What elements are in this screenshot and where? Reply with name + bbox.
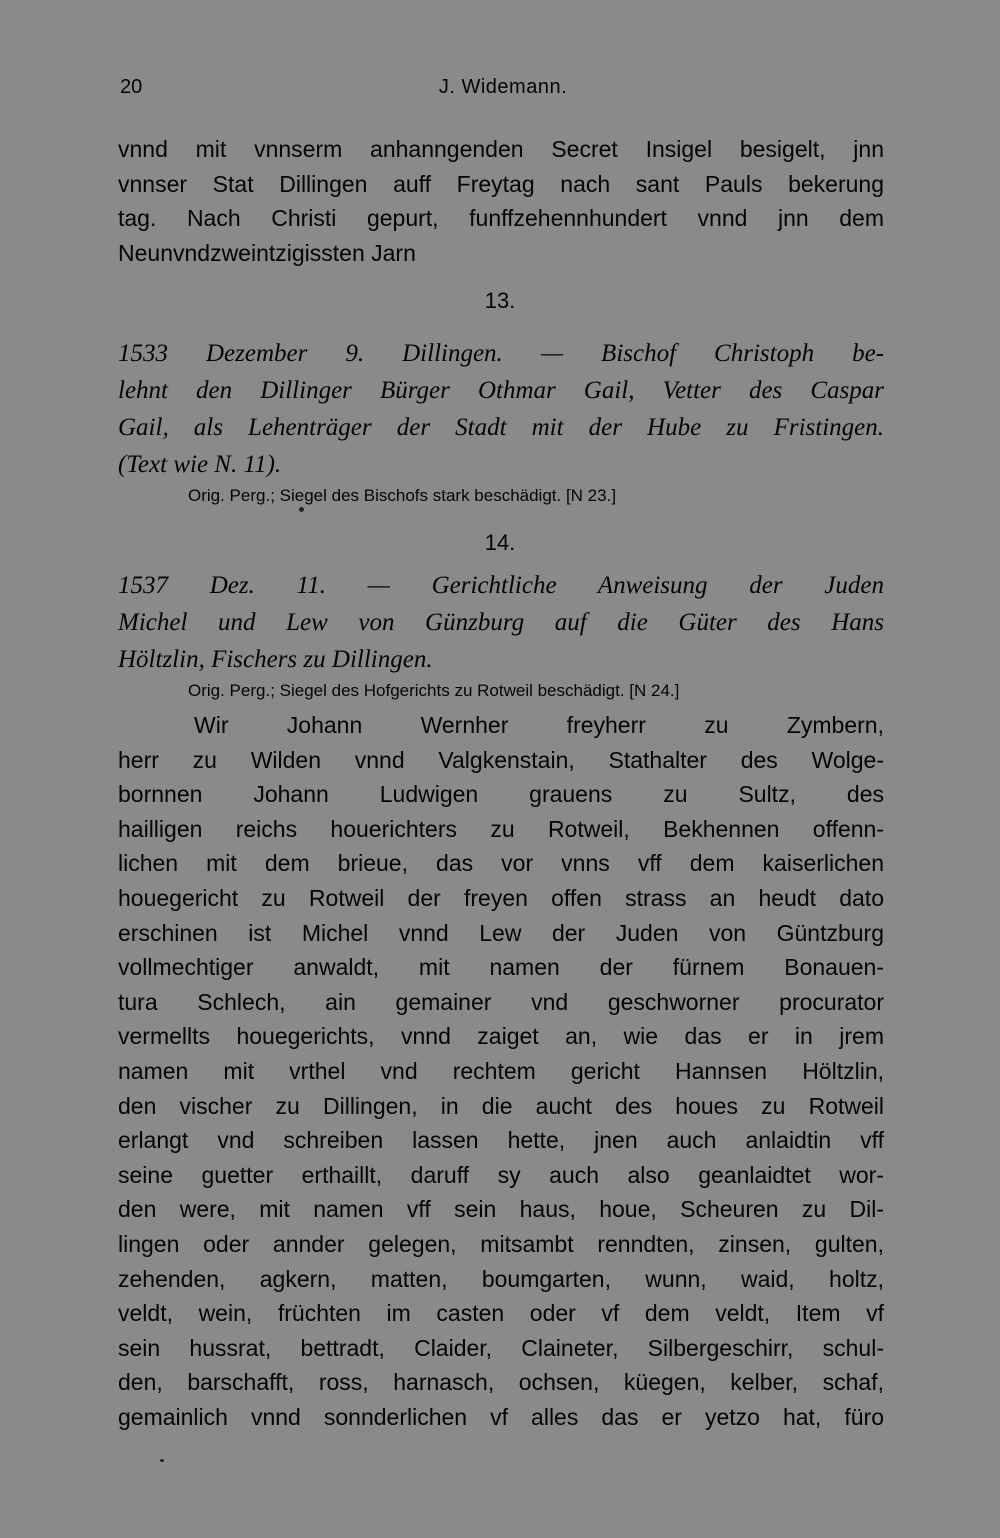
- text-line: den, barschafft, ross, harnasch, ochsen, küegen, kelber, schaf,: [118, 1369, 884, 1396]
- text-line: sein hussrat, bettradt, Claider, Claineter, Silbergeschirr, schul-: [118, 1334, 884, 1361]
- text-line: namen mit vrthel vnd rechtem gericht Hannsen Höltzlin,: [118, 1057, 884, 1084]
- regest-line: 1533 Dezember 9. Dillingen. — Bischof Christoph be-: [118, 340, 884, 367]
- regest-line: Gail, als Lehenträger der Stadt mit der Hube zu Fristingen.: [118, 414, 884, 441]
- text-line: tag. Nach Christi gepurt, funffzehennhundert vnnd jnn dem: [118, 205, 884, 232]
- text-line: herr zu Wilden vnnd Valgkenstain, Stathalter des Wolge-: [118, 746, 884, 773]
- ink-speck: [160, 1459, 164, 1462]
- page-number: 20: [120, 76, 143, 98]
- regest-line: 1537 Dez. 11. — Gerichtliche Anweisung der Juden: [118, 572, 884, 599]
- regest-line: Michel und Lew von Günzburg auf die Güter des Hans: [118, 609, 884, 636]
- document-number-13: 13.: [484, 288, 516, 313]
- regest-14: [118, 567, 884, 704]
- text-line: hailligen reichs houerichters zu Rotweil, Bekhennen offenn-: [118, 815, 884, 842]
- text-line: erschinen ist Michel vnnd Lew der Juden von Güntzburg: [118, 919, 884, 946]
- text-line: Neunvndzweintzigissten Jarn: [118, 239, 416, 266]
- text-line: den were, mit namen vff sein haus, houe, Scheuren zu Dil-: [118, 1196, 884, 1223]
- text-line: bornnen Johann Ludwigen grauens zu Sultz, des: [118, 781, 884, 808]
- text-line: den vischer zu Dillingen, in die aucht des houes zu Rotweil: [118, 1092, 884, 1119]
- text-line: houegericht zu Rotweil der freyen offen strass an heudt dato: [118, 884, 884, 911]
- charter-text-14: [118, 708, 884, 1434]
- text-line: vnnser Stat Dillingen auff Freytag nach sant Pauls bekerung: [118, 170, 884, 197]
- text-line: zehenden, agkern, matten, boumgarten, wunn, waid, holtz,: [118, 1265, 884, 1292]
- regest-13: [118, 335, 884, 509]
- page-header: [118, 76, 888, 106]
- text-line: Wir Johann Wernher freyherr zu Zymbern,: [194, 712, 884, 738]
- text-line: erlangt vnd schreiben lassen hette, jnen auch anlaidtin vff: [118, 1127, 884, 1154]
- running-title: J. Widemann.: [438, 76, 568, 98]
- ink-speck: [299, 507, 304, 512]
- source-note-13: Orig. Perg.; Siegel des Bischofs stark beschädigt. [N 23.]: [188, 486, 617, 505]
- text-line: lingen oder annder gelegen, mitsambt renndten, zinsen, gulten,: [118, 1230, 884, 1257]
- text-line: seine guetter erthaillt, daruff sy auch also geanlaidtet wor-: [118, 1161, 884, 1188]
- text-line: vnnd mit vnnserm anhanngenden Secret Insigel besigelt, jnn: [118, 136, 884, 162]
- text-line: vollmechtiger anwaldt, mit namen der fürnem Bonauen-: [118, 954, 884, 981]
- document-number-14: 14.: [484, 530, 516, 555]
- source-note-14: Orig. Perg.; Siegel des Hofgerichts zu Rotweil beschädigt. [N 24.]: [188, 681, 680, 700]
- text-line: gemainlich vnnd sonnderlichen vf alles das er yetzo hat, füro: [118, 1403, 884, 1430]
- text-line: tura Schlech, ain gemainer vnd geschworner procurator: [118, 988, 884, 1015]
- text-line: lichen mit dem brieue, das vor vnns vff dem kaiserlichen: [118, 850, 884, 877]
- regest-line: lehnt den Dillinger Bürger Othmar Gail, Vetter des Caspar: [118, 377, 884, 404]
- regest-line: (Text wie N. 11).: [118, 451, 282, 478]
- intro-paragraph: [118, 132, 884, 270]
- text-line: vermellts houegerichts, vnnd zaiget an, wie das er in jrem: [118, 1023, 884, 1050]
- text-line: veldt, wein, früchten im casten oder vf dem veldt, Item vf: [118, 1300, 884, 1327]
- regest-line: Höltzlin, Fischers zu Dillingen.: [118, 646, 433, 673]
